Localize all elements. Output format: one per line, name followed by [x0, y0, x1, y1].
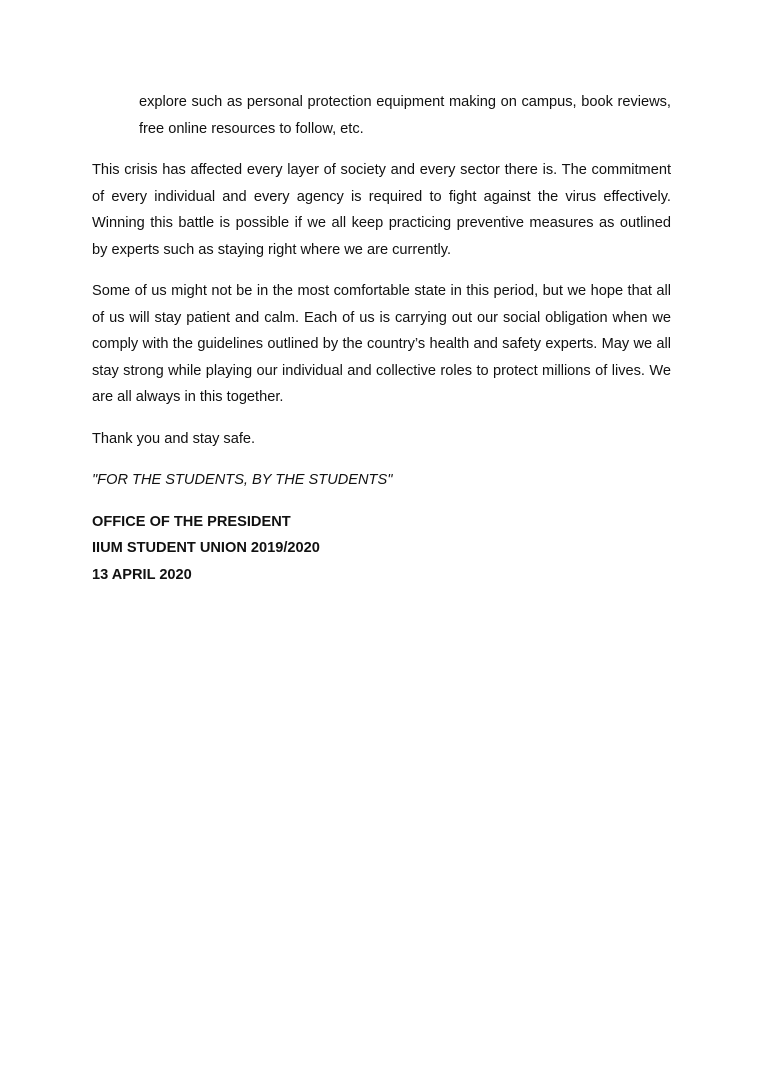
signature-organization: IIUM STUDENT UNION 2019/2020 [92, 540, 320, 556]
paragraph-crisis: This crisis has affected every layer of society and every sector there is. The commitment of every individual and every agency is required to fight against the virus effectively. Winning this battle is possible if we all keep practicing preventive measures as outlined by experts such as staying right where we are currently. [92, 162, 671, 258]
signature-block [92, 509, 671, 589]
paragraph-stay-strong: Some of us might not be in the most comfortable state in this period, but we hope that all of us will stay patient and calm. Each of us is carrying out our social obligation when we comply with the guidelines outlined by the country’s health and safety experts. May we all stay strong while playing our individual and collective roles to protect millions of lives. We are all always in this together. [92, 283, 671, 405]
signature-office: OFFICE OF THE PRESIDENT [92, 513, 291, 530]
motto-text: "FOR THE STUDENTS, BY THE STUDENTS" [92, 472, 393, 488]
signature-date: 13 APRIL 2020 [92, 566, 192, 583]
document-body [92, 89, 671, 588]
closing-text: Thank you and stay safe. [92, 430, 256, 447]
list-item-continuation: explore such as personal protection equipment making on campus, book reviews, free online resources to follow, etc. [139, 94, 671, 137]
